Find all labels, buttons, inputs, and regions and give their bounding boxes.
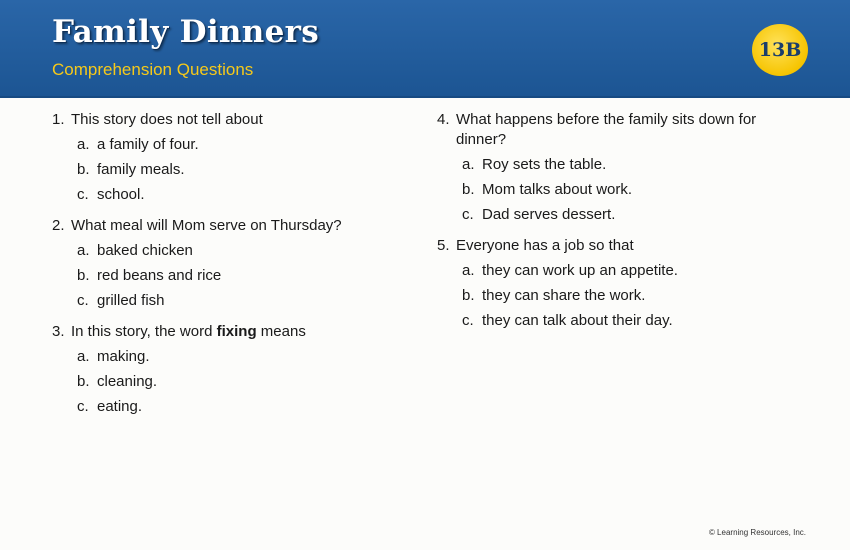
question-2 (52, 216, 412, 311)
question-number: 4. (437, 111, 450, 128)
question-1 (52, 110, 412, 205)
question-number: 1. (52, 111, 65, 128)
answer-option: c. grilled fish (77, 292, 165, 309)
answer-option: a. baked chicken (77, 242, 193, 259)
question-text: This story does not tell about (71, 111, 263, 128)
question-4 (437, 110, 787, 225)
question-number: 2. (52, 217, 65, 234)
question-3 (52, 322, 412, 417)
answer-option: c. they can talk about their day. (462, 312, 673, 329)
answer-option: a. making. (77, 348, 150, 365)
answer-option: c. eating. (77, 398, 143, 415)
answer-option: c. school. (77, 186, 145, 203)
card-title: Family Dinners (52, 14, 320, 50)
answer-option: a. a family of four. (77, 136, 199, 153)
answer-option: b. family meals. (77, 161, 185, 178)
questions-left-column (52, 110, 412, 428)
card-subtitle: Comprehension Questions (52, 60, 254, 79)
answer-option: a. they can work up an appetite. (462, 262, 678, 279)
question-text: What happens before the family sits down for dinner? (456, 111, 757, 148)
questions-right-column (437, 110, 787, 342)
answer-option: b. they can share the work. (462, 287, 646, 304)
copyright-notice: © Learning Resources, Inc. (708, 528, 806, 537)
question-number: 3. (52, 323, 65, 340)
answer-option: c. Dad serves dessert. (462, 206, 616, 223)
question-text: What meal will Mom serve on Thursday? (71, 217, 342, 234)
bold-keyword: fixing (216, 323, 257, 340)
question-text: In this story, the word fixing means (71, 323, 306, 340)
answer-option: b. Mom talks about work. (462, 181, 633, 198)
answer-option: a. Roy sets the table. (462, 156, 607, 173)
answer-option: b. cleaning. (77, 373, 158, 390)
card-number-badge: 13B (752, 24, 808, 76)
question-text: Everyone has a job so that (456, 237, 634, 254)
question-number: 5. (437, 237, 450, 254)
answer-option: b. red beans and rice (77, 267, 222, 284)
question-5 (437, 236, 787, 331)
card-header (0, 0, 850, 98)
